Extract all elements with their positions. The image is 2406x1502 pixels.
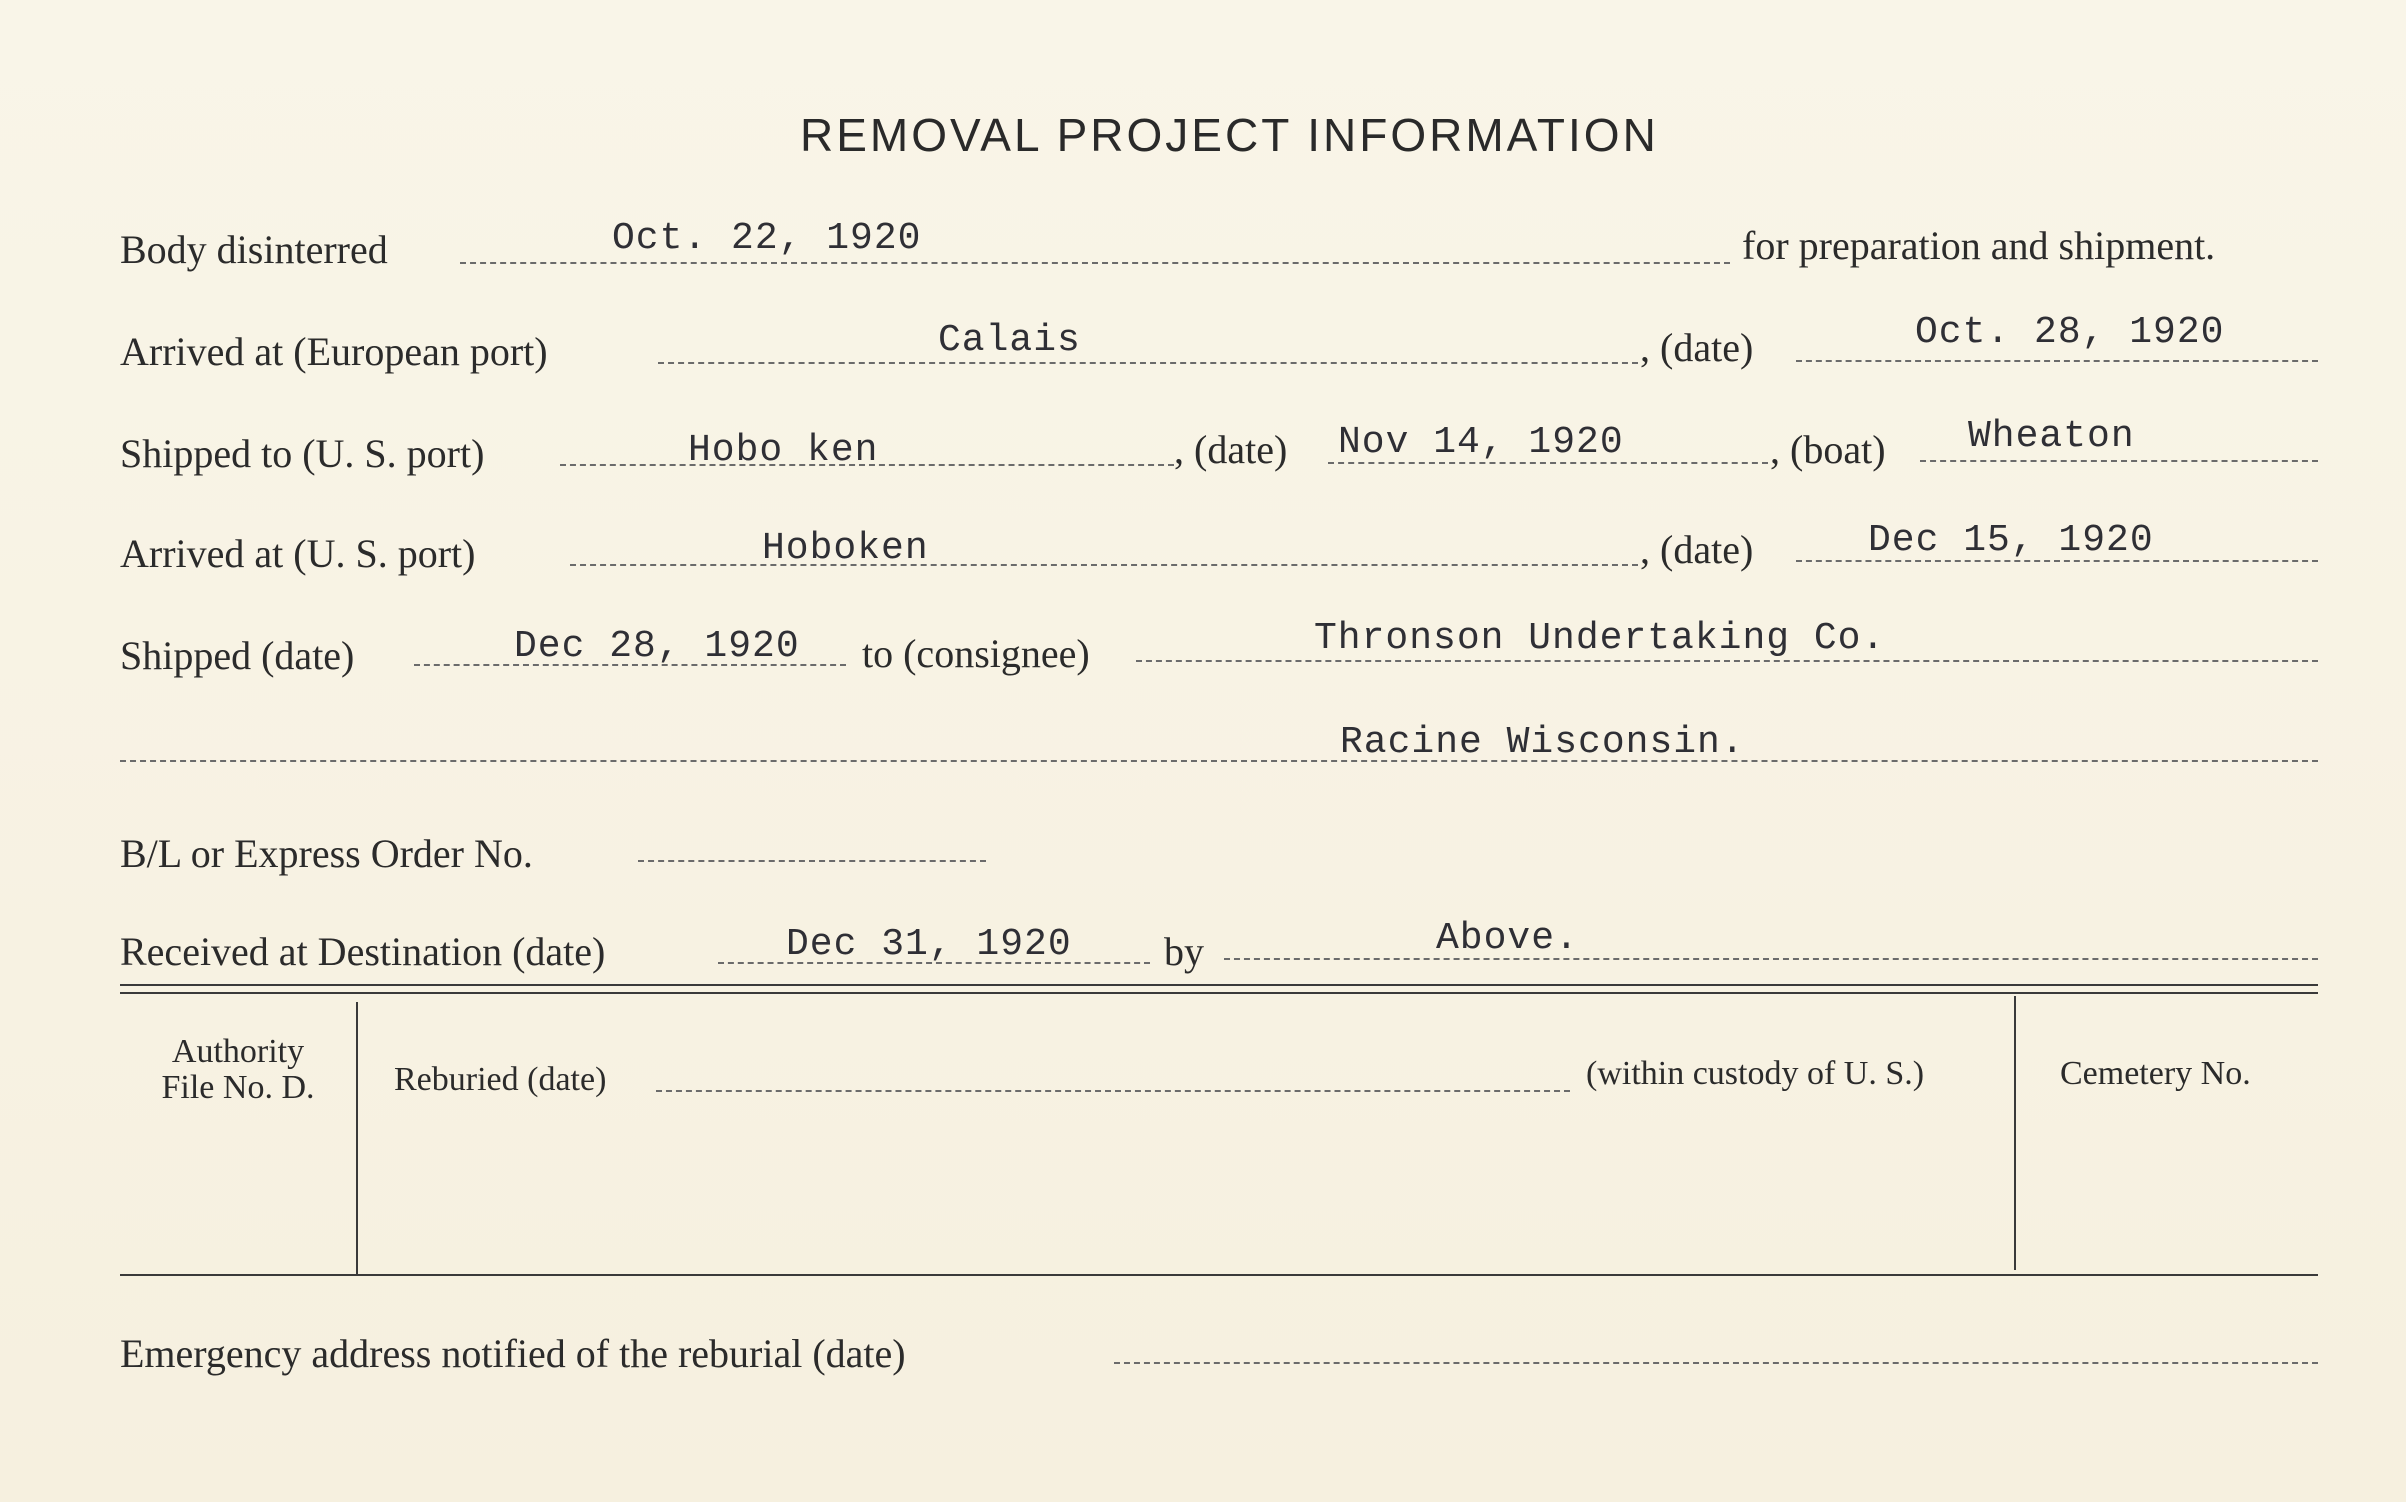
bl-label: B/L or Express Order No. [120, 831, 533, 876]
disinterred-label: Body disinterred [120, 227, 388, 272]
arrived-us-date-label: , (date) [1640, 527, 1754, 572]
received-value: Dec 31, 1920 [786, 923, 1072, 966]
received-label: Received at Destination (date) [120, 929, 606, 974]
shipped-us-boat-line [1920, 460, 2318, 462]
table-bottom-rule [120, 1274, 2318, 1276]
address-line [120, 760, 2318, 762]
shipped-us-label: Shipped to (U. S. port) [120, 431, 485, 476]
consignee-label: to (consignee) [862, 631, 1090, 676]
european-port-value: Calais [938, 319, 1081, 362]
received-by-label: by [1164, 929, 1204, 974]
table-top-rule-1 [120, 984, 2318, 986]
custody-label: (within custody of U. S.) [1586, 1055, 1925, 1092]
table-divider-left [356, 1002, 358, 1274]
arrived-us-date-value: Dec 15, 1920 [1868, 519, 2154, 562]
shipped-us-date-label: , (date) [1174, 427, 1288, 472]
arrived-us-value: Hoboken [762, 527, 929, 570]
consignee-value: Thronson Undertaking Co. [1314, 617, 1886, 660]
shipped-us-boat-label: , (boat) [1770, 427, 1886, 472]
european-port-date-label: , (date) [1640, 325, 1754, 370]
bl-line [638, 860, 986, 862]
authority-label [120, 1034, 356, 1105]
reburied-line [656, 1090, 1570, 1092]
authority-label-line1: Authority [171, 1033, 305, 1070]
emergency-line [1114, 1362, 2318, 1364]
emergency-label: Emergency address notified of the reburial (date) [120, 1331, 906, 1376]
shipped-us-date-value: Nov 14, 1920 [1338, 421, 1624, 464]
arrived-us-line [570, 564, 1638, 566]
table-divider-right [2014, 996, 2016, 1270]
cemetery-label: Cemetery No. [2060, 1055, 2251, 1092]
shipped-us-value: Hobo ken [688, 429, 879, 472]
consignee-line [1136, 660, 2318, 662]
received-by-line [1224, 958, 2318, 960]
disinterred-value: Oct. 22, 1920 [612, 217, 922, 260]
reburied-label: Reburied (date) [394, 1061, 607, 1098]
european-port-date-value: Oct. 28, 1920 [1915, 311, 2225, 354]
european-port-date-line [1796, 360, 2318, 362]
arrived-us-label: Arrived at (U. S. port) [120, 531, 476, 576]
table-top-rule-2 [120, 992, 2318, 994]
page-title-text: REMOVAL PROJECT INFORMATION [800, 109, 1659, 161]
received-by-value: Above. [1436, 917, 1579, 960]
shipped-date-value: Dec 28, 1920 [514, 625, 800, 668]
disinterred-line [460, 262, 1730, 264]
shipped-date-label: Shipped (date) [120, 633, 355, 678]
page-title [800, 108, 1659, 162]
authority-label-line2: File No. D. [161, 1068, 315, 1106]
european-port-line [658, 362, 1638, 364]
disinterred-suffix: for preparation and shipment. [1742, 223, 2216, 268]
european-port-label: Arrived at (European port) [120, 329, 548, 374]
address-value: Racine Wisconsin. [1340, 721, 1745, 764]
shipped-us-boat-value: Wheaton [1968, 415, 2135, 458]
